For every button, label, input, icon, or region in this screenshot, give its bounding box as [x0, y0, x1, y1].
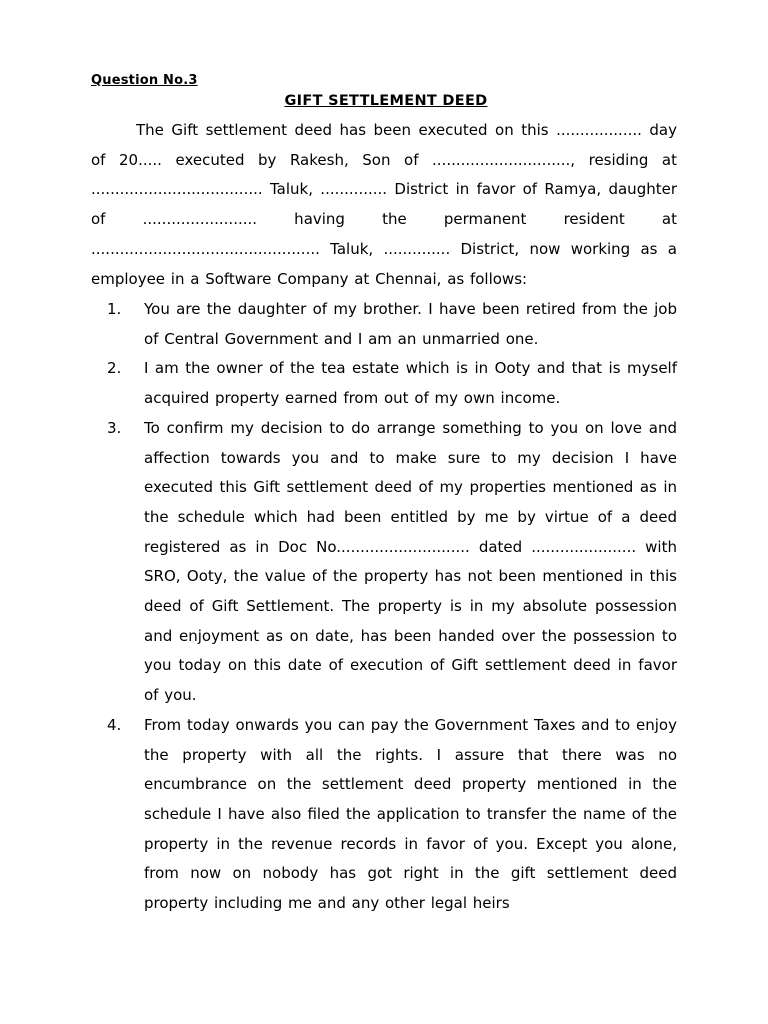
document-title: GIFT SETTLEMENT DEED: [284, 93, 488, 109]
item-text: To confirm my decision to do arrange something to you on love and affection towards you and to make sure to my decision I have executed this Gift settlement deed of my properties mentioned as in the schedule which had been entitled by me by virtue of a deed registered as in Doc No............................ dated ...................... with SRO, Ooty, the value of the property has not been mentioned in this deed of Gift Settlement. The property is in my absolute possession and enjoyment as on date, has been handed over the possession to you today on this date of execution of Gift settlement deed in favor of you.: [144, 418, 677, 705]
item-number: 3.: [107, 418, 122, 437]
list-item: [91, 354, 677, 413]
item-number: 2.: [107, 359, 122, 378]
item-number: 4.: [107, 715, 122, 734]
intro-paragraph: The Gift settlement deed has been executed on this .................. day of 20..... executed by Rakesh, Son of ............................., residing at .................................... Taluk, .............. District in favor of Ramya, daughter of ........................ having the permanent resident at ................................................ Taluk, .............. District, now working as a employee in a Software Company at Chennai, as follows:: [91, 121, 677, 288]
item-text: I am the owner of the tea estate which is in Ooty and that is myself acquired property earned from out of my own income.: [144, 359, 677, 408]
list-item: [91, 295, 677, 354]
item-text: From today onwards you can pay the Government Taxes and to enjoy the property with all the rights. I assure that there was no encumbrance on the settlement deed property mentioned in the schedule I have also filed the application to transfer the name of the property in the revenue records in favor of you. Except you alone, from now on nobody has got right in the gift settlement deed property including me and any other legal heirs: [144, 715, 677, 913]
list-item: [91, 414, 677, 711]
question-label: Question No.3: [91, 73, 198, 88]
list-item: [91, 711, 677, 919]
item-number: 1.: [107, 300, 122, 318]
item-text: You are the daughter of my brother. I have been retired from the job of Central Government and I am an unmarried one.: [144, 300, 677, 348]
numbered-clauses: [91, 295, 677, 919]
